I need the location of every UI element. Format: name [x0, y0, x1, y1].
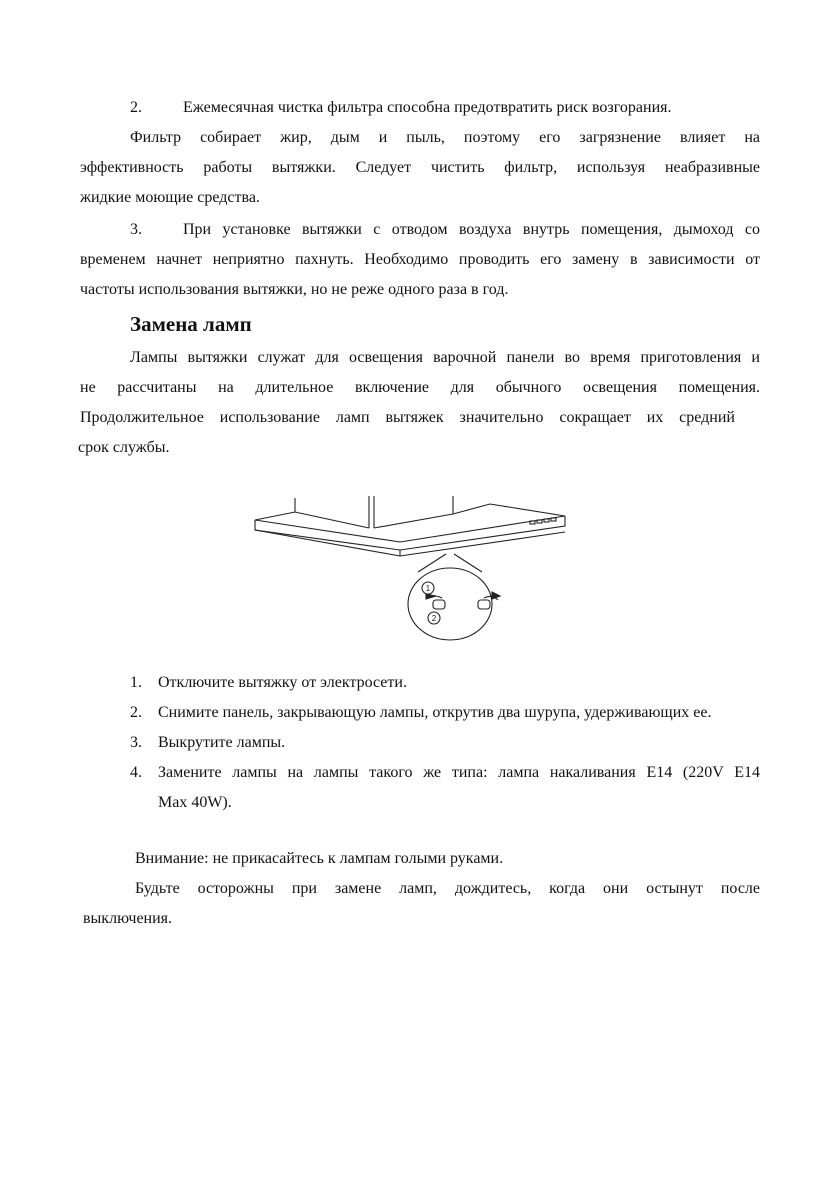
callout-line-left: [418, 554, 446, 572]
filter-paragraph-line-3: жидкие моющие средства.: [80, 189, 260, 206]
step-3-text: Выкрутите лампы.: [158, 734, 286, 751]
lamps-intro-line-2: не рассчитаны на длительное включение для обычного освещения помещения.: [80, 379, 760, 396]
canopy-top-left: [255, 512, 369, 528]
callout-line-right: [454, 554, 482, 572]
item-3-line-3: частоты использования вытяжки, но не реже одного раза в год.: [80, 281, 509, 298]
item-3-line-1: При установке вытяжки с отводом воздуха внутрь помещения, дымоход со: [183, 221, 760, 238]
section-heading: Замена ламп: [130, 312, 252, 336]
filter-paragraph-line-2: эффективность работы вытяжки. Следует чистить фильтр, используя неабразивные: [80, 159, 760, 176]
callout-label-2: 2: [431, 614, 437, 623]
warning-text: Внимание: не прикасайтесь к лампам голыми руками.: [135, 850, 504, 867]
step-4-text-line-2: Max 40W).: [158, 794, 232, 811]
step-2-text: Снимите панель, закрывающую лампы, открутив два шурупа, удерживающих ее.: [158, 704, 712, 721]
step-3-number: 3.: [130, 734, 142, 751]
step-4-text-line-1: Замените лампы на лампы такого же типа: лампа накаливания E14 (220V E14: [158, 764, 760, 781]
item-3-number: 3.: [130, 221, 142, 238]
item-3-line-2: временем начнет неприятно пахнуть. Необходимо проводить его замену в зависимости от: [80, 251, 760, 268]
filter-paragraph-line-1: Фильтр собирает жир, дым и пыль, поэтому его загрязнение влияет на: [130, 129, 760, 146]
lamps-intro-line-1: Лампы вытяжки служат для освещения варочной панели во время приготовления и: [130, 349, 760, 366]
lamp-right: [478, 600, 490, 609]
step-1-text: Отключите вытяжку от электросети.: [158, 674, 407, 691]
step-4-number: 4.: [130, 764, 142, 781]
step-2-number: 2.: [130, 704, 142, 721]
control-buttons: [530, 518, 556, 524]
hood-lamp-diagram: [250, 490, 580, 650]
canopy-front-edge-left: [255, 520, 400, 542]
step-1-number: 1.: [130, 674, 142, 691]
canopy-top-right: [453, 504, 565, 516]
canopy-top-mid: [374, 514, 453, 528]
lamps-intro-line-4: срок службы.: [78, 439, 170, 456]
lamps-intro-line-3: Продолжительное использование ламп вытяжек значительно сокращает их средний: [80, 409, 735, 426]
careful-line-2: выключения.: [83, 910, 173, 927]
canopy-bottom: [255, 530, 565, 556]
detail-circle: [408, 568, 492, 640]
callout-label-1: 1: [425, 584, 431, 593]
careful-line-1: Будьте осторожны при замене ламп, дождитесь, когда они остынут после: [135, 880, 760, 897]
item-2-text: Ежемесячная чистка фильтра способна предотвратить риск возгорания.: [183, 99, 672, 116]
item-2-number: 2.: [130, 99, 142, 116]
lamp-left: [433, 600, 445, 609]
